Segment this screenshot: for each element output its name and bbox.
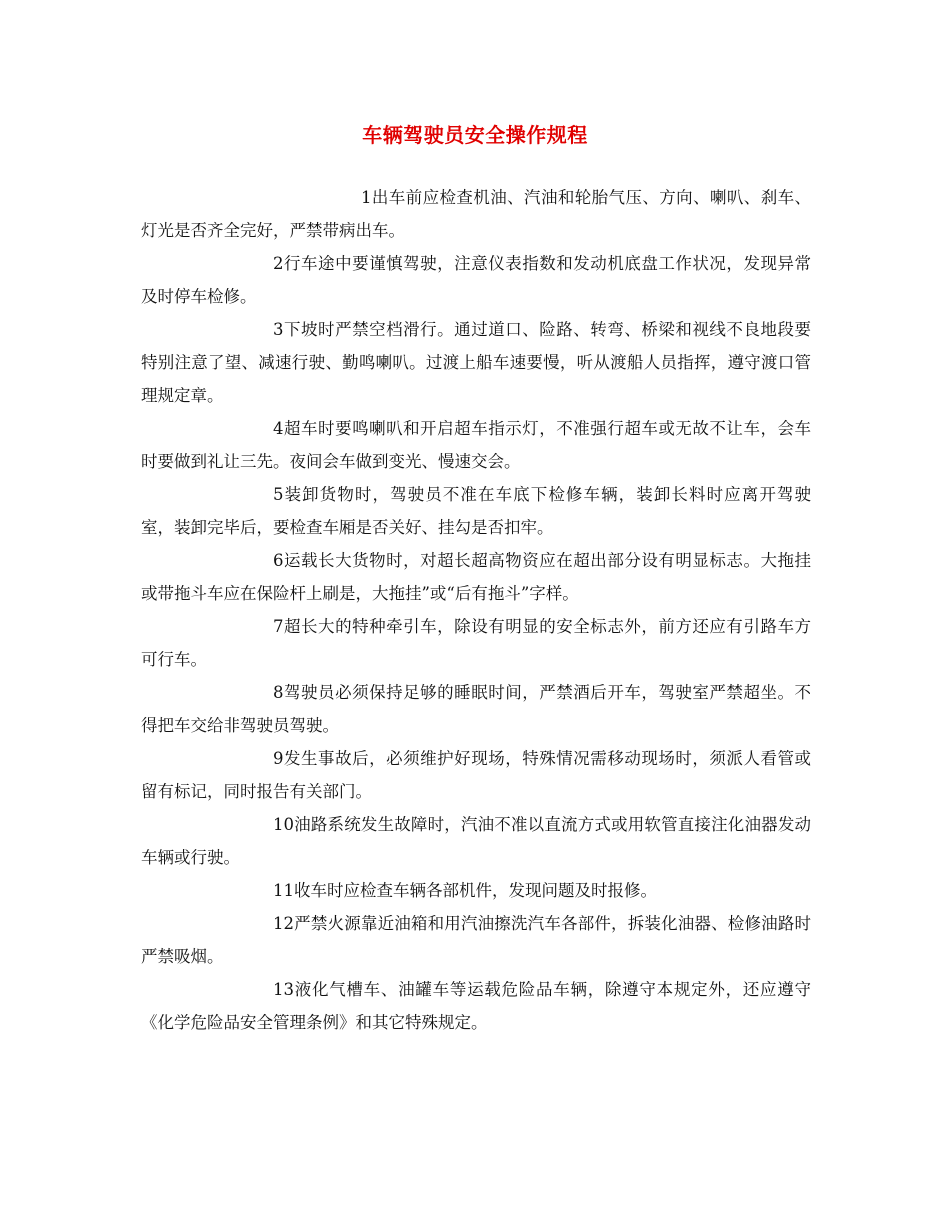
rule-text: 驾驶员必须保持足够的睡眠时间，严禁酒后开车，驾驶室严禁超坐。不得把车交给非驾驶员驾驶。 <box>141 683 811 735</box>
rule-text: 液化气槽车、油罐车等运载危险品车辆，除遵守本规定外，还应遵守《化学危险品安全管理条例》和其它特殊规定。 <box>141 980 811 1032</box>
rule-number: 8 <box>273 683 284 702</box>
rule-item <box>141 676 811 742</box>
rule-text: 运载长大货物时，对超长超高物资应在超出部分设有明显标志。大拖挂或带拖斗车应在保险杆上刷是，大拖挂”或“后有拖斗”字样。 <box>141 551 811 603</box>
rule-text: 超车时要鸣喇叭和开启超车指示灯，不准强行超车或无故不让车，会车时要做到礼让三先。夜间会车做到变光、慢速交会。 <box>141 419 811 471</box>
rule-text: 油路系统发生故障时，汽油不准以直流方式或用软管直接注化油器发动车辆或行驶。 <box>141 815 811 867</box>
rule-item <box>141 478 811 544</box>
rule-text: 超长大的特种牵引车，除设有明显的安全标志外，前方还应有引路车方可行车。 <box>141 617 811 669</box>
document-title: 车辆驾驶员安全操作规程 <box>362 123 588 147</box>
rules-list <box>141 181 811 1039</box>
rule-item <box>141 742 811 808</box>
rule-item <box>141 412 811 478</box>
rule-text: 下坡时严禁空档滑行。通过道口、险路、转弯、桥梁和视线不良地段要特别注意了望、减速行驶、勤鸣喇叭。过渡上船车速要慢，听从渡船人员指挥，遵守渡口管理规定章。 <box>141 320 811 405</box>
rule-item <box>141 181 811 247</box>
rule-item <box>141 247 811 313</box>
rule-text: 装卸货物时，驾驶员不准在车底下检修车辆，装卸长料时应离开驾驶室，装卸完毕后，要检查车厢是否关好、挂勾是否扣牢。 <box>141 485 811 537</box>
rule-number: 12 <box>273 914 294 933</box>
rule-text: 严禁火源靠近油箱和用汽油擦洗汽车各部件，拆装化油器、检修油路时严禁吸烟。 <box>141 914 811 966</box>
rule-item <box>141 907 811 973</box>
rule-number: 10 <box>273 815 294 834</box>
rule-number: 11 <box>273 881 294 900</box>
rule-item <box>141 973 811 1039</box>
rule-text: 出车前应检查机油、汽油和轮胎气压、方向、喇叭、刹车、灯光是否齐全完好，严禁带病出车。 <box>141 188 811 240</box>
rule-number: 5 <box>273 485 284 504</box>
rule-text: 收车时应检查车辆各部机件，发现问题及时报修。 <box>294 881 657 900</box>
rule-number: 3 <box>273 320 284 339</box>
rule-number: 13 <box>273 980 294 999</box>
rule-number: 6 <box>273 551 284 570</box>
rule-text: 发生事故后，必须维护好现场，特殊情况需移动现场时，须派人看管或留有标记，同时报告有关部门。 <box>141 749 811 801</box>
rule-number: 1 <box>361 188 372 207</box>
rule-number: 7 <box>273 617 284 636</box>
rule-item <box>141 544 811 610</box>
rule-number: 4 <box>273 419 284 438</box>
rule-number: 2 <box>273 254 284 273</box>
rule-item <box>141 610 811 676</box>
rule-number: 9 <box>273 749 284 768</box>
rule-text: 行车途中要谨慎驾驶，注意仪表指数和发动机底盘工作状况，发现异常及时停车检修。 <box>141 254 811 306</box>
rule-item <box>141 808 811 874</box>
rule-item <box>141 874 811 907</box>
rule-item <box>141 313 811 412</box>
